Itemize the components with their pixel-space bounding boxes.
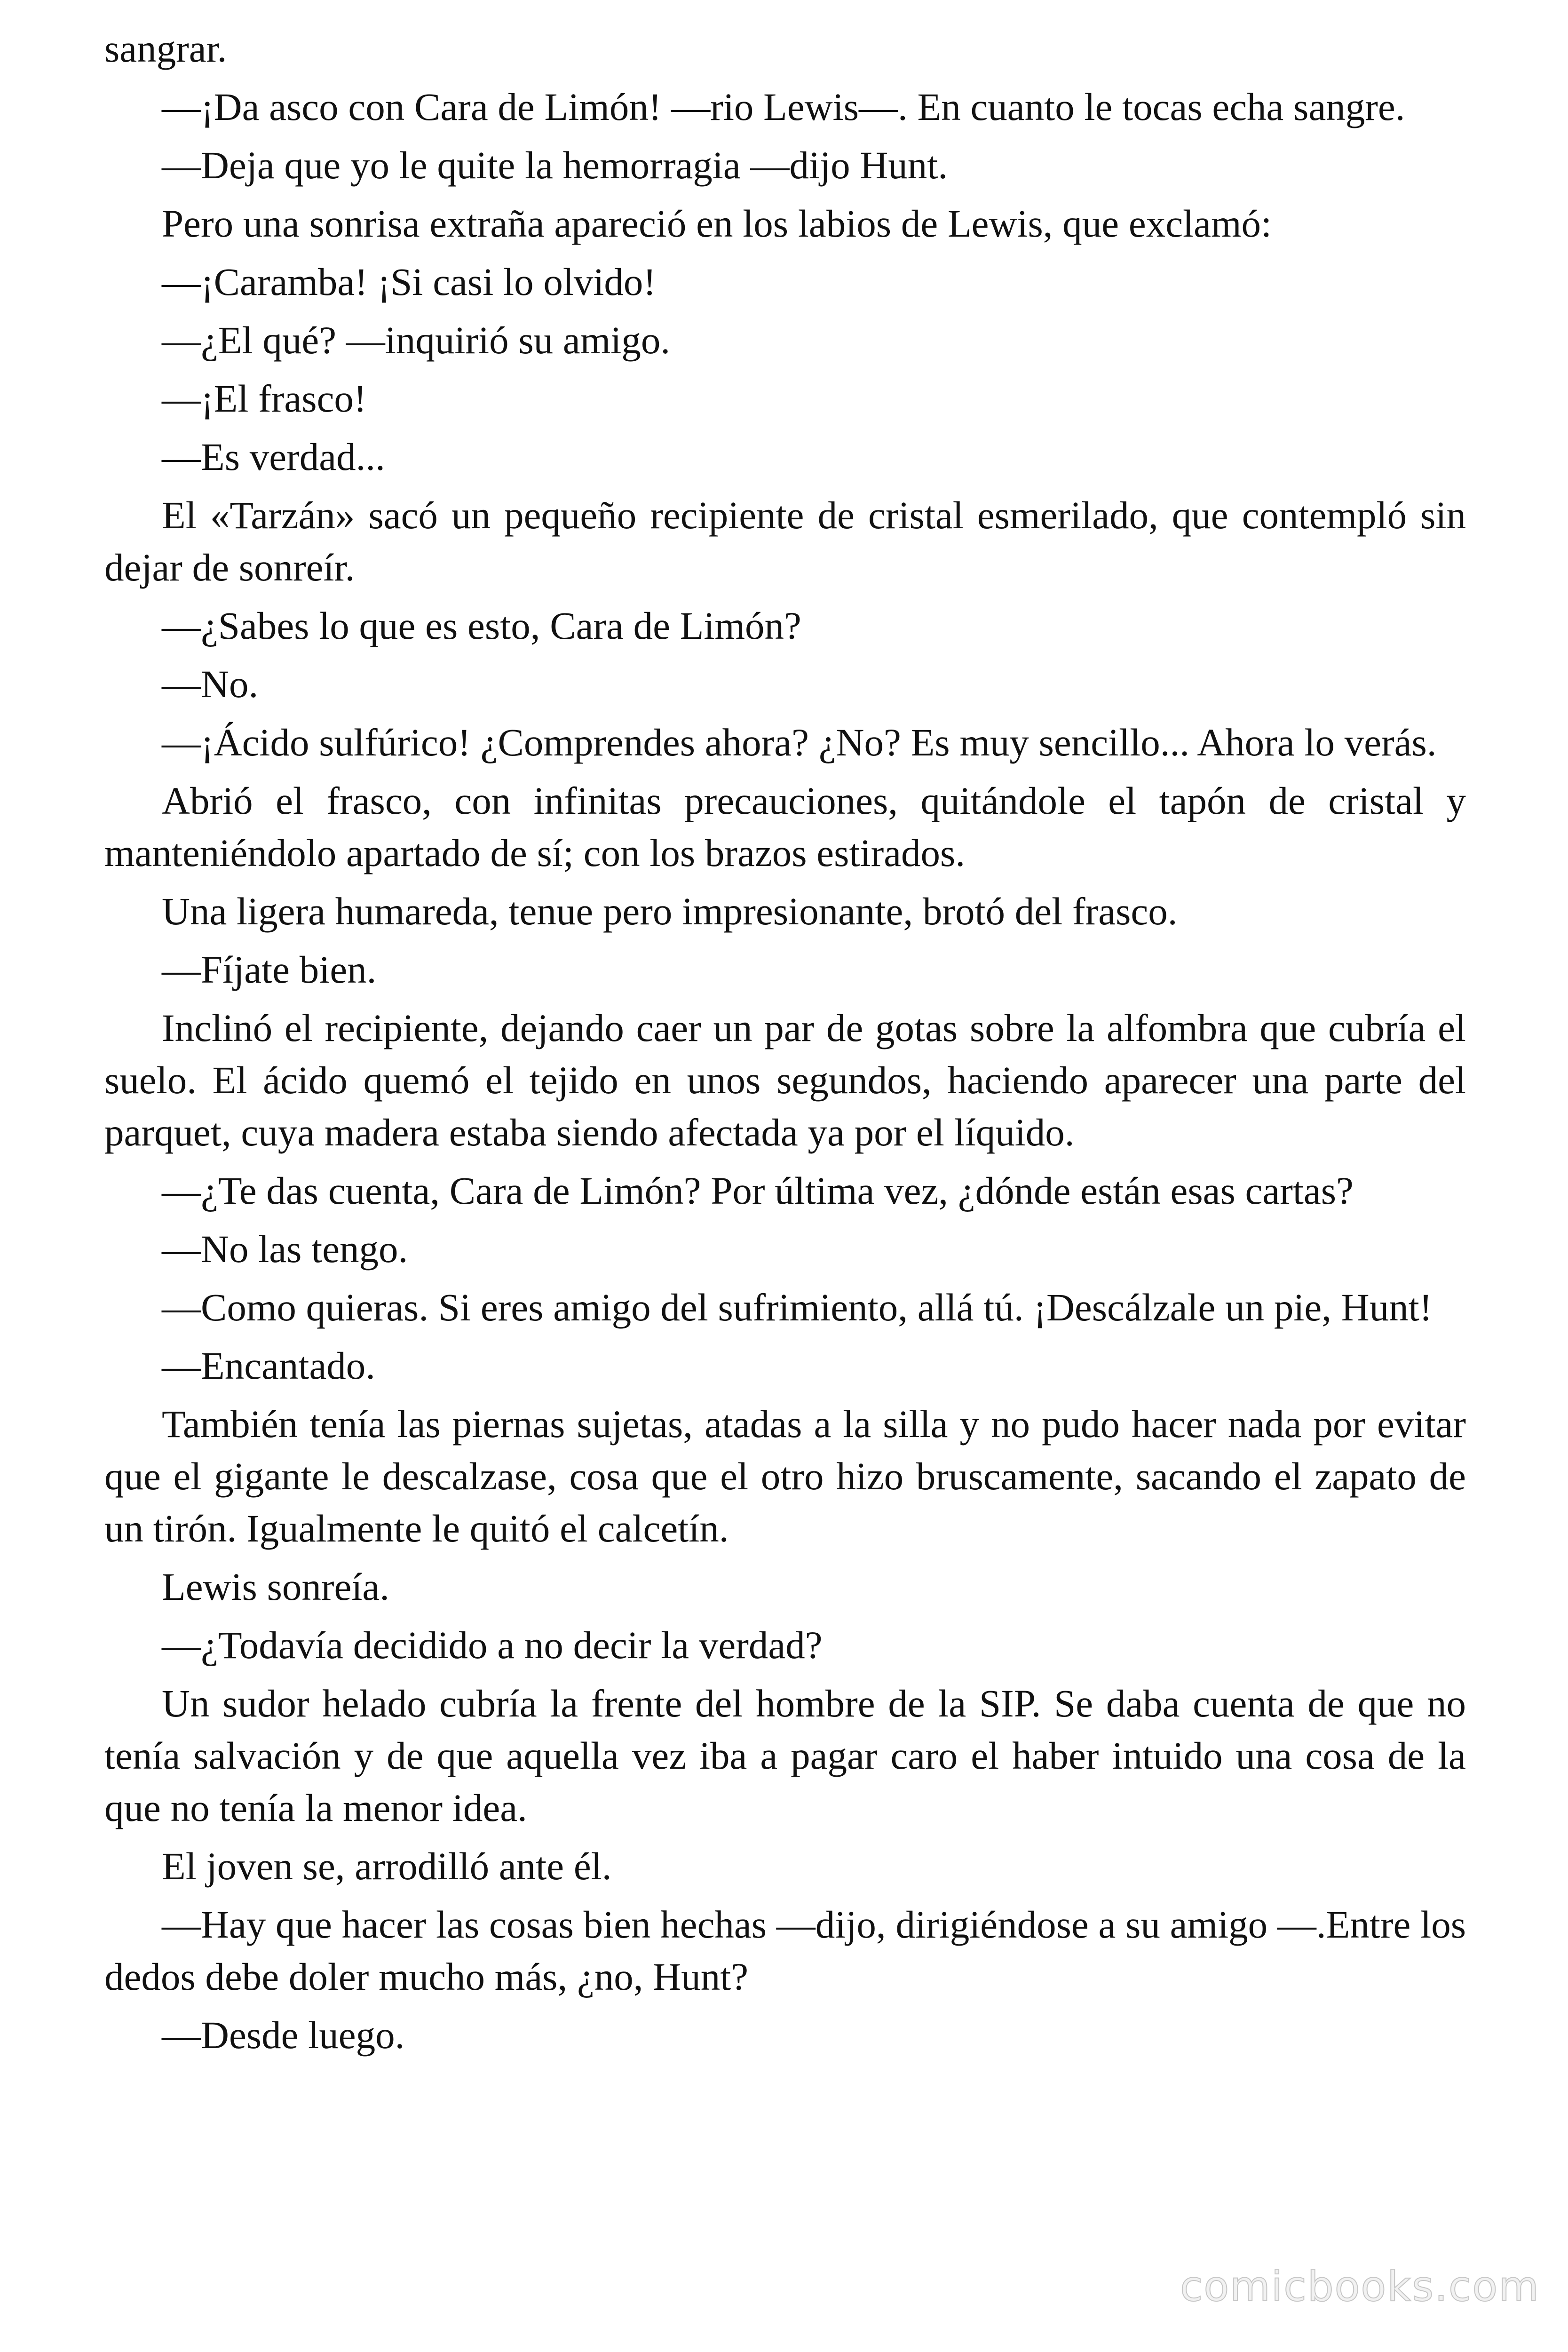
paragraph: —Hay que hacer las cosas bien hechas —dijo, dirigiéndose a su amigo —.Entre los dedos debe doler mucho más, ¿no, Hunt? <box>104 1903 1466 1998</box>
paragraph: —Encantado. <box>162 1344 376 1387</box>
text-column <box>104 23 1466 2067</box>
paragraph: Abrió el frasco, con infinitas precauciones, quitándole el tapón de cristal y manteniéndolo apartado de sí; con los brazos estirados. <box>104 779 1466 874</box>
paragraph: —Fíjate bien. <box>162 948 377 991</box>
paragraph: —¿El qué? —inquirió su amigo. <box>162 318 671 362</box>
paragraph: —¡El frasco! <box>162 377 367 420</box>
paragraph: —Desde luego. <box>162 2013 405 2057</box>
watermark: comicbooks.com <box>1180 2262 1540 2311</box>
paragraph: sangrar. <box>104 27 227 70</box>
paragraph: —¿Te das cuenta, Cara de Limón? Por última vez, ¿dónde están esas cartas? <box>162 1169 1354 1212</box>
paragraph: También tenía las piernas sujetas, atadas a la silla y no pudo hacer nada por evitar que el gigante le descalzase, cosa que el otro hizo bruscamente, sacando el zapato de un tirón. Igualmente le quitó el calcetín. <box>104 1402 1466 1550</box>
paragraph: El «Tarzán» sacó un pequeño recipiente de cristal esmerilado, que contempló sin dejar de sonreír. <box>104 493 1466 589</box>
paragraph: Un sudor helado cubría la frente del hombre de la SIP. Se daba cuenta de que no tenía salvación y de que aquella vez iba a pagar caro el haber intuido una cosa de la que no tenía la menor idea. <box>104 1682 1466 1829</box>
paragraph: —¡Ácido sulfúrico! ¿Comprendes ahora? ¿No? Es muy sencillo... Ahora lo verás. <box>162 721 1437 764</box>
paragraph: —¿Sabes lo que es esto, Cara de Limón? <box>162 604 801 647</box>
paragraph: —Como quieras. Si eres amigo del sufrimiento, allá tú. ¡Descálzale un pie, Hunt! <box>162 1286 1433 1329</box>
paragraph: —¿Todavía decidido a no decir la verdad? <box>162 1623 823 1667</box>
paragraph: —No. <box>162 662 259 706</box>
paragraph: Lewis sonreía. <box>162 1565 390 1608</box>
paragraph: Una ligera humareda, tenue pero impresionante, brotó del frasco. <box>162 890 1178 933</box>
paragraph: Inclinó el recipiente, dejando caer un par de gotas sobre la alfombra que cubría el suelo. El ácido quemó el tejido en unos segundos, haciendo aparecer una parte del parquet, cuya madera estaba siendo afectada ya por el líquido. <box>104 1006 1466 1154</box>
paragraph: Pero una sonrisa extraña apareció en los labios de Lewis, que exclamó: <box>162 202 1272 245</box>
paragraph: El joven se, arrodilló ante él. <box>162 1844 612 1888</box>
paragraph: —¡Da asco con Cara de Limón! —rio Lewis—. En cuanto le tocas echa sangre. <box>162 85 1405 128</box>
paragraph: —¡Caramba! ¡Si casi lo olvido! <box>162 260 657 303</box>
paragraph: —Deja que yo le quite la hemorragia —dijo Hunt. <box>162 143 948 187</box>
paragraph: —Es verdad... <box>162 435 385 478</box>
paragraph: —No las tengo. <box>162 1227 408 1271</box>
